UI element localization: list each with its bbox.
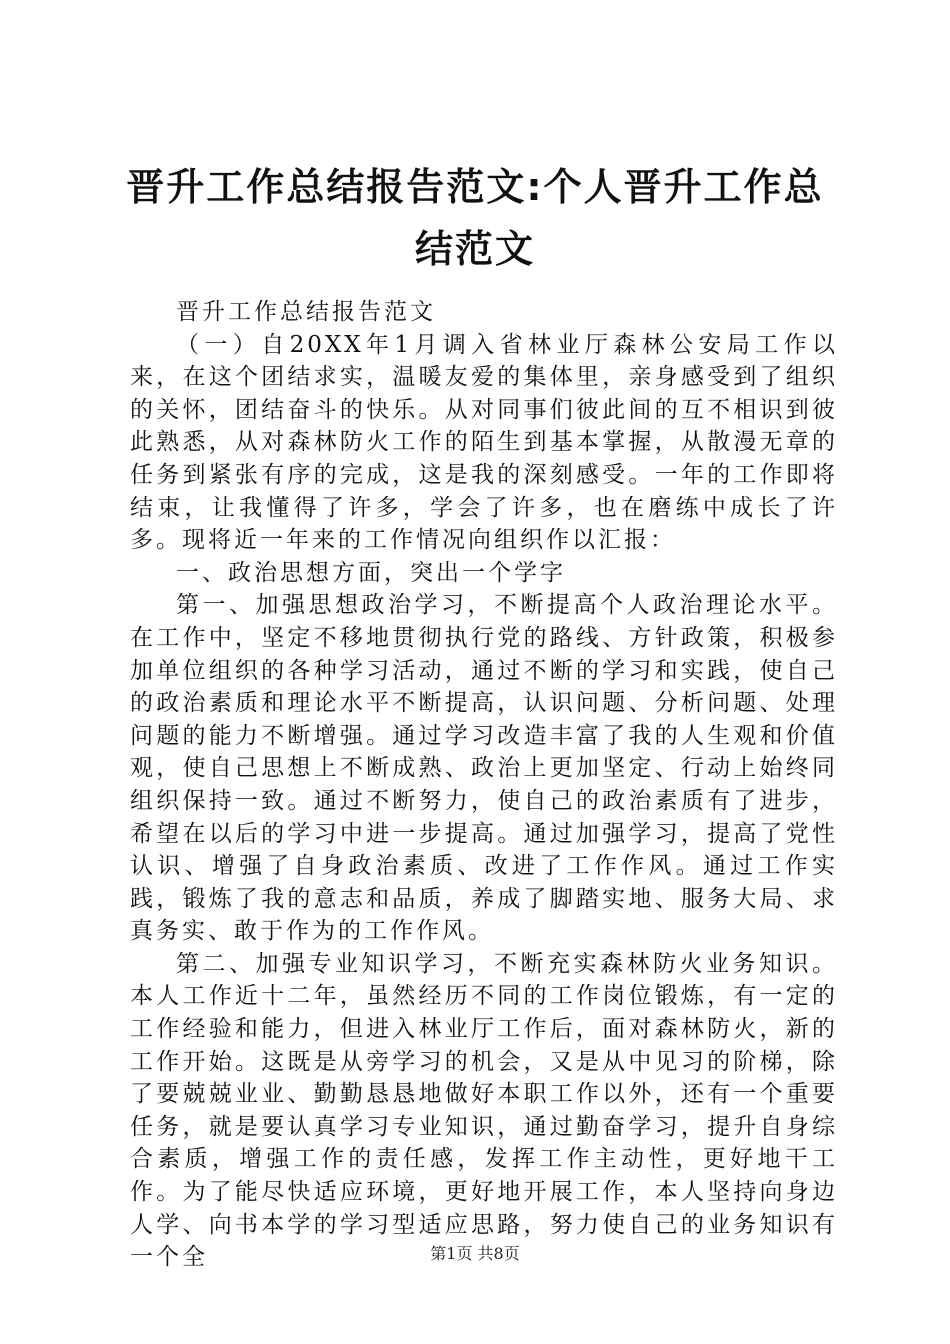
document-title: 晋升工作总结报告范文:个人晋升工作总结范文 [126, 165, 824, 271]
paragraph-second-point: 第二、加强专业知识学习，不断充实森林防火业务知识。本人工作近十二年，虽然经历不同的工作岗位锻炼，有一定的工作经验和能力，但进入林业厅工作后，面对森林防火，新的工作开始。这既是从旁学习的机会，又是从中见习的阶梯，除了要兢兢业业、勤勤恳恳地做好本职工作以外，还有一个重要任务，就是要认真学习专业知识，通过勤奋学习，提升自身综合素质，增强工作的责任感，发挥工作主动性，更好地干工作。为了能尽快适应环境，更好地开展工作，本人坚持向身边人学、向书本学的学习型适应思路，努力使自己的业务知识有一个全 [130, 950, 838, 1271]
paragraph-section-heading: 一、政治思想方面，突出一个学字 [176, 559, 566, 586]
paragraph-first-point: 第一、加强思想政治学习，不断提高个人政治理论水平。在工作中，坚定不移地贯彻执行党的路线、方针政策，积极参加单位组织的各种学习活动，通过不断的学习和实践，使自己的政治素质和理论水平不断提高，认识问题、分析问题、处理问题的能力不断增强。通过学习改造丰富了我的人生观和价值观，使自己思想上不断成熟、政治上更加坚定、行动上始终同组织保持一致。通过不断努力，使自己的政治素质有了进步，希望在以后的学习中进一步提高。通过加强学习，提高了党性认识、增强了自身政治素质、改进了工作作风。通过工作实践，锻炼了我的意志和品质，养成了脚踏实地、服务大局、求真务实、敢于作为的工作作风。 [130, 592, 838, 945]
paragraph-intro: （一）自20XX年1月调入省林业厅森林公安局工作以来，在这个团结求实，温暖友爱的集体里，亲身感受到了组织的关怀，团结奋斗的快乐。从对同事们彼此间的互不相识到彼此熟悉，从对森林防火工作的陌生到基本掌握，从散漫无章的任务到紧张有序的完成，这是我的深刻感受。一年的工作即将结束，让我懂得了许多，学会了许多，也在磨练中成长了许多。现将近一年来的工作情况向组织作以汇报： [130, 331, 838, 554]
page-number-footer: 第1页 共8页 [430, 1244, 520, 1263]
paragraph-heading-line: 晋升工作总结报告范文 [176, 299, 436, 325]
document-body [130, 296, 838, 1274]
